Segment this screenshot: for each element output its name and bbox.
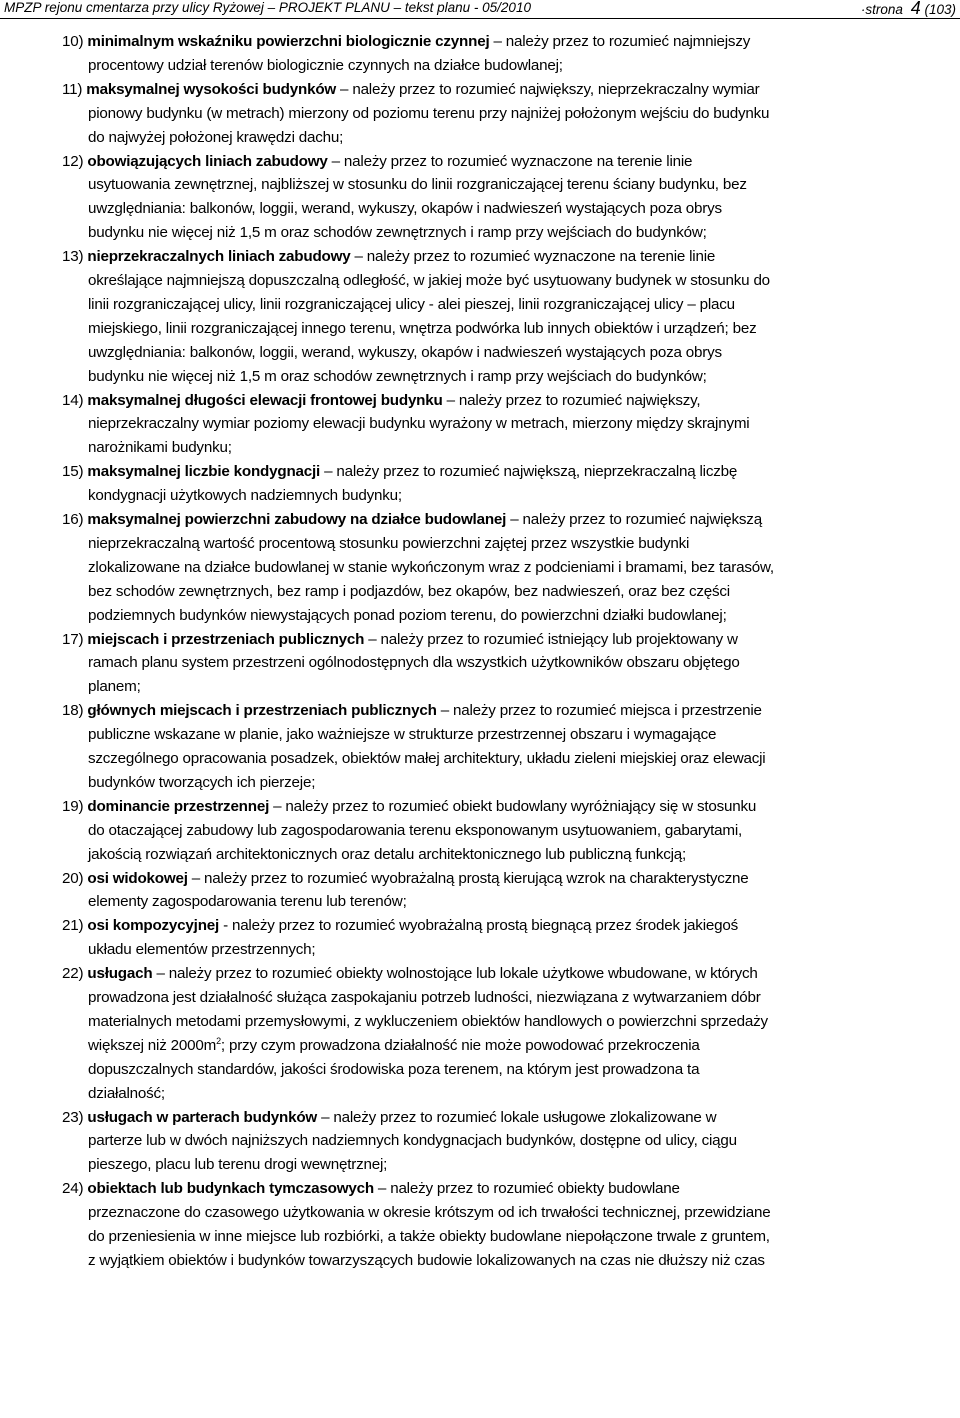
- definition-text: z wyjątkiem obiektów i budynków towarzyszących budowie lokalizowanych na czas nie dłuższy niż czas: [88, 1252, 765, 1269]
- definition-text: pionowy budynku (w metrach) mierzony od poziomu terenu przy najniżej położonym wejściu do budynku: [88, 105, 770, 122]
- definition-text: narożnikami budynku;: [88, 439, 232, 456]
- definition-text: publiczne wskazane w planie, jako ważniejsze w strukturze przestrzennej obszaru i wymagające: [88, 726, 717, 743]
- definition-line: [88, 319, 756, 339]
- definition-item: [62, 630, 738, 650]
- definition-line: [88, 1012, 768, 1032]
- definition-text: jakością rozwiązań architektonicznych oraz detalu architektonicznego lub publiczną funkcją;: [88, 846, 687, 863]
- definition-line: [88, 1251, 765, 1271]
- definition-line: [88, 271, 770, 291]
- definition-item: [62, 701, 762, 721]
- definition-item: [62, 916, 738, 936]
- definition-line: [88, 1227, 770, 1247]
- definition-text: układu elementów przestrzennych;: [88, 941, 316, 958]
- item-number: 21): [62, 917, 84, 934]
- definition-line: [88, 821, 742, 841]
- definition-text: – należy przez to rozumieć obiekt budowlany wyróżniający się w stosunku: [269, 798, 757, 815]
- definition-text: zlokalizowane na działce budowlanej w stanie wykończonym wraz z podcieniami i bramami, bez tarasów,: [88, 559, 774, 576]
- definition-text: – należy przez to rozumieć wyznaczone na terenie linie: [350, 248, 716, 265]
- defined-term: obowiązujących liniach zabudowy: [87, 153, 328, 170]
- item-number: 13): [62, 248, 84, 265]
- definition-text: miejskiego, linii rozgraniczającej innego terenu, wnętrza podwórka lub innych obiektów i urządzeń; bez: [88, 320, 757, 337]
- definition-line: [88, 1036, 700, 1056]
- definition-line: [88, 558, 774, 578]
- definition-text: – należy przez to rozumieć wyznaczone na terenie linie: [327, 153, 693, 170]
- definition-text: podziemnych budynków niewystających ponad poziom terenu, do powierzchni działki budowlanej;: [88, 607, 727, 624]
- definition-text: – należy przez to rozumieć obiekty budowlane: [373, 1180, 680, 1197]
- definition-text: - należy przez to rozumieć wyobrażalną prostą biegnącą przez środek jakiegoś: [219, 917, 739, 934]
- definition-item: [62, 80, 760, 100]
- definition-text: bez schodów zewnętrznych, bez ramp i podjazdów, bez okapów, bez nadwieszeń, oraz bez części: [88, 583, 730, 600]
- definition-text: ; przy czym prowadzona działalność nie może powodować przekroczenia: [220, 1037, 700, 1054]
- defined-term: dominancie przestrzennej: [87, 798, 270, 815]
- definition-text: – należy przez to rozumieć lokale usługowe zlokalizowane w: [317, 1109, 717, 1126]
- item-number: 20): [62, 870, 84, 887]
- definition-text: ramach planu system przestrzeni ogólnodostępnych dla wszystkich użytkowników obszaru objętego: [88, 654, 740, 671]
- definition-text: działalność;: [88, 1085, 165, 1102]
- definition-line: [88, 486, 402, 506]
- definition-text: – należy przez to rozumieć obiekty wolnostojące lub lokale użytkowe wbudowane, w których: [152, 965, 758, 982]
- definition-text: pieszego, placu lub terenu drogi wewnętrznej;: [88, 1156, 388, 1173]
- page-indicator: [861, 0, 956, 18]
- definition-line: [88, 414, 750, 434]
- definition-item: [62, 510, 762, 530]
- definition-line: [88, 343, 722, 363]
- definition-line: [88, 534, 689, 554]
- definition-text: do otaczającej zabudowy lub zagospodarowania terenu eksponowanym usytuowaniem, gabarytami,: [88, 822, 743, 839]
- definition-line: [88, 606, 727, 626]
- definition-line: [88, 988, 761, 1008]
- definition-line: [88, 295, 735, 315]
- definition-text: – należy przez to rozumieć wyobrażalną prostą kierującą wzrok na charakterystyczne: [187, 870, 749, 887]
- definition-line: [88, 199, 722, 219]
- page-label: ·strona: [860, 2, 903, 17]
- definition-item: [62, 462, 737, 482]
- definition-text: budynku nie więcej niż 1,5 m oraz schodów zewnętrznych i ramp przy wejściach do budynków;: [88, 368, 707, 385]
- definition-text: procentowy udział terenów biologicznie czynnych na działce budowlanej;: [88, 57, 563, 74]
- definition-text: do najwyżej położonej krawędzi dachu;: [88, 129, 344, 146]
- page-number: 4: [910, 0, 921, 18]
- definition-text: usytuowania zewnętrznej, najbliższej w stosunku do linii rozgraniczającej terenu ściany budynku, bez: [88, 176, 747, 193]
- definition-line: [88, 749, 765, 769]
- item-number: 22): [62, 965, 84, 982]
- definition-line: [88, 175, 747, 195]
- defined-term: nieprzekraczalnych liniach zabudowy: [87, 248, 351, 265]
- definition-text: – należy przez to rozumieć największą, nieprzekraczalną liczbę: [320, 463, 738, 480]
- definition-text: – należy przez to rozumieć największy,: [442, 392, 701, 409]
- item-number: 17): [62, 631, 84, 648]
- definition-text: – należy przez to rozumieć istniejący lub projektowany w: [364, 631, 738, 648]
- definition-text: uwzględniania: balkonów, loggii, werand, wykuszy, okapów i nadwieszeń wystających poza obrys: [88, 200, 722, 217]
- definition-item: [62, 1108, 716, 1128]
- definition-item: [62, 797, 756, 817]
- defined-term: obiektach lub budynkach tymczasowych: [87, 1180, 374, 1197]
- definition-line: [88, 677, 141, 697]
- defined-term: usługach w parterach budynków: [87, 1109, 318, 1126]
- definition-text: nieprzekraczalny wymiar poziomy elewacji budynku wyrażony w metrach, mierzony między skrajnymi: [88, 415, 750, 432]
- definition-text: planem;: [88, 678, 141, 695]
- item-number: 18): [62, 702, 84, 719]
- definition-text: – należy przez to rozumieć największą: [506, 511, 762, 528]
- definition-text: kondygnacji użytkowych nadziemnych budynku;: [88, 487, 402, 504]
- definition-line: [88, 845, 686, 865]
- defined-term: osi kompozycyjnej: [87, 917, 220, 934]
- defined-term: maksymalnej długości elewacji frontowej budynku: [87, 392, 443, 409]
- definition-text: linii rozgraniczającej ulicy, linii rozgraniczającej ulicy - alei pieszej, linii rozgraniczającej ulicy – placu: [88, 296, 735, 313]
- item-number: 10): [62, 33, 84, 50]
- definition-text: elementy zagospodarowania terenu lub terenów;: [88, 893, 407, 910]
- definition-line: [88, 438, 232, 458]
- definition-line: [88, 725, 716, 745]
- definition-text: dopuszczalnych standardów, jakości środowiska poza terenem, na którym jest prowadzona ta: [88, 1061, 700, 1078]
- definition-text: szczególnego opracowania posadzek, obiektów małej architektury, układu zieleni miejskiej oraz elewacji: [88, 750, 766, 767]
- definition-text: – należy przez to rozumieć najmniejszy: [489, 33, 751, 50]
- definition-item: [62, 964, 758, 984]
- definition-text: parterze lub w dwóch najniższych nadziemnych kondygnacjach budynków, dostępne od ulicy, ciągu: [88, 1132, 737, 1149]
- item-number: 15): [62, 463, 84, 480]
- definition-line: [88, 367, 707, 387]
- definition-text: do przeniesienia w inne miejsce lub rozbiórki, a także obiekty budowlane niepołączone trwale z gruntem,: [88, 1228, 770, 1245]
- definition-text: nieprzekraczalną wartość procentową stosunku powierzchni zajętej przez wszystkie budynki: [88, 535, 690, 552]
- definition-item: [62, 391, 700, 411]
- definition-line: [88, 1060, 699, 1080]
- document-title: MPZP rejonu cmentarza przy ulicy Ryżowej – PROJEKT PLANU – tekst planu - 05/2010: [4, 0, 531, 15]
- definition-text: budynków tworzących ich pierzeje;: [88, 774, 316, 791]
- defined-term: maksymalnej liczbie kondygnacji: [87, 463, 321, 480]
- definition-text: większej niż 2000m: [88, 1037, 217, 1054]
- definition-line: [88, 773, 315, 793]
- page-header: [0, 0, 960, 19]
- item-number: 12): [62, 153, 84, 170]
- item-number: 24): [62, 1180, 84, 1197]
- superscript: 2: [216, 1036, 221, 1046]
- definition-text: – należy przez to rozumieć największy, nieprzekraczalny wymiar: [336, 81, 760, 98]
- definition-text: przeznaczone do czasowego użytkowania w okresie krótszym od ich trwałości technicznej, przewidziane: [88, 1204, 771, 1221]
- defined-term: głównych miejscach i przestrzeniach publicznych: [87, 702, 437, 719]
- item-number: 23): [62, 1109, 84, 1126]
- definition-line: [88, 128, 343, 148]
- item-number: 11): [62, 81, 83, 98]
- definition-text: materialnych metodami przemysłowymi, z wykluczeniem obiektów handlowych o powierzchni sprzedaży: [88, 1013, 768, 1030]
- defined-term: maksymalnej powierzchni zabudowy na działce budowlanej: [87, 511, 507, 528]
- defined-term: minimalnym wskaźniku powierzchni biologicznie czynnej: [87, 33, 490, 50]
- definition-line: [88, 1155, 387, 1175]
- definition-line: [88, 1203, 771, 1223]
- definition-line: [88, 892, 407, 912]
- definition-line: [88, 104, 769, 124]
- definition-text: uwzględniania: balkonów, loggii, werand, wykuszy, okapów i nadwieszeń wystających poza obrys: [88, 344, 722, 361]
- definition-line: [88, 653, 740, 673]
- item-number: 14): [62, 392, 84, 409]
- definition-item: [62, 1179, 680, 1199]
- definition-line: [88, 223, 707, 243]
- defined-term: miejscach i przestrzeniach publicznych: [87, 631, 365, 648]
- definition-line: [88, 1131, 737, 1151]
- definition-line: [88, 1084, 165, 1104]
- definition-item: [62, 869, 749, 889]
- definition-line: [88, 56, 563, 76]
- definition-line: [88, 582, 730, 602]
- item-number: 16): [62, 511, 84, 528]
- definition-item: [62, 32, 750, 52]
- defined-term: usługach: [87, 965, 153, 982]
- defined-term: osi widokowej: [87, 870, 188, 887]
- definition-text: prowadzona jest działalność służąca zaspokajaniu potrzeb ludności, niezwiązana z wytwarzaniem dóbr: [88, 989, 761, 1006]
- definition-item: [62, 247, 715, 267]
- item-number: 19): [62, 798, 84, 815]
- definition-line: [88, 940, 315, 960]
- definition-text: budynku nie więcej niż 1,5 m oraz schodów zewnętrznych i ramp przy wejściach do budynków;: [88, 224, 707, 241]
- defined-term: maksymalnej wysokości budynków: [86, 81, 337, 98]
- page-total: (103): [924, 2, 956, 17]
- definition-text: – należy przez to rozumieć miejsca i przestrzenie: [436, 702, 762, 719]
- definition-item: [62, 152, 692, 172]
- definition-text: określające najmniejszą dopuszczalną odległość, w jakiej może być usytuowany budynek w stosunku do: [88, 272, 770, 289]
